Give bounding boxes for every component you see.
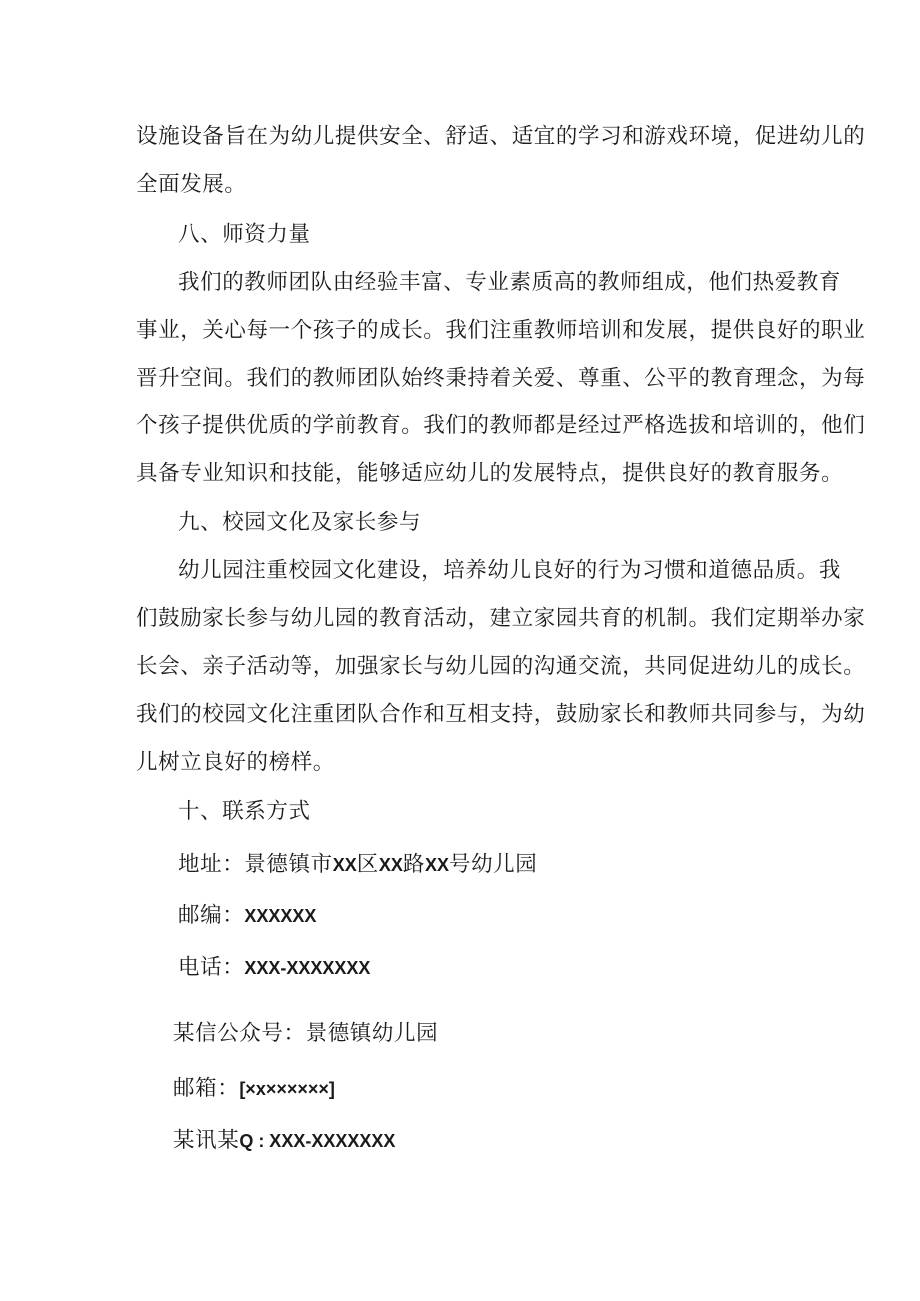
postcode-label: 邮编： bbox=[178, 903, 245, 928]
contact-email bbox=[173, 1074, 335, 1104]
section8-line-1: 我们的教师团队由经验丰富、专业素质高的教师组成，他们热爱教育 bbox=[178, 270, 842, 295]
address-part-1: XX bbox=[332, 855, 357, 875]
email-value: [×x××××××] bbox=[239, 1079, 335, 1099]
qq-value: Q : XXX-XXXXXXX bbox=[239, 1131, 396, 1151]
section7-line-1: 设施设备旨在为幼儿提供安全、舒适、适宜的学习和游戏环境，促进幼儿的 bbox=[136, 124, 866, 149]
contact-wechat bbox=[173, 1019, 438, 1049]
phone-label: 电话： bbox=[178, 955, 245, 980]
address-tail: 号幼儿园 bbox=[448, 852, 538, 877]
section9-line-3: 长会、亲子活动等，加强家长与幼儿园的沟通交流，共同促进幼儿的成长。 bbox=[136, 654, 866, 679]
address-mid-2: 路 bbox=[402, 852, 425, 877]
section9-line-5: 儿树立良好的榜样。 bbox=[136, 750, 335, 775]
section8-line-3: 晋升空间。我们的教师团队始终秉持着关爱、尊重、公平的教育理念，为每 bbox=[136, 366, 866, 391]
email-label: 邮箱： bbox=[173, 1076, 240, 1101]
section10-heading: 十、联系方式 bbox=[178, 799, 311, 824]
address-mid-1: 区 bbox=[356, 852, 379, 877]
section7-line-2: 全面发展。 bbox=[136, 172, 247, 197]
postcode-value: XXXXXX bbox=[244, 906, 317, 926]
section9-line-4: 我们的校园文化注重团队合作和互相支持，鼓励家长和教师共同参与，为幼 bbox=[136, 702, 866, 727]
section8-line-4: 个孩子提供优质的学前教育。我们的教师都是经过严格选拔和培训的，他们 bbox=[136, 413, 866, 438]
section9-heading: 九、校园文化及家长参与 bbox=[178, 510, 422, 535]
qq-label: 某讯某 bbox=[173, 1128, 240, 1153]
wechat-value: 景德镇幼儿园 bbox=[305, 1021, 439, 1046]
wechat-label: 某信公众号： bbox=[173, 1021, 306, 1046]
address-label: 地址：景德镇市 bbox=[178, 852, 333, 877]
contact-postcode bbox=[178, 901, 316, 931]
section9-line-1: 幼儿园注重校园文化建设，培养幼儿良好的行为习惯和道德品质。我 bbox=[178, 558, 842, 583]
contact-phone bbox=[178, 953, 370, 983]
contact-qq bbox=[173, 1126, 395, 1156]
section9-line-2: 们鼓励家长参与幼儿园的教育活动，建立家园共育的机制。我们定期举办家 bbox=[136, 606, 866, 631]
section8-heading: 八、师资力量 bbox=[178, 222, 311, 247]
section8-line-2: 事业，关心每一个孩子的成长。我们注重教师培训和发展，提供良好的职业 bbox=[136, 318, 866, 343]
contact-address bbox=[178, 850, 537, 880]
section8-line-5: 具备专业知识和技能，能够适应幼儿的发展特点，提供良好的教育服务。 bbox=[136, 461, 844, 486]
address-part-3: XX bbox=[424, 855, 449, 875]
address-part-2: XX bbox=[378, 855, 403, 875]
phone-value: XXX-XXXXXXX bbox=[244, 958, 371, 978]
